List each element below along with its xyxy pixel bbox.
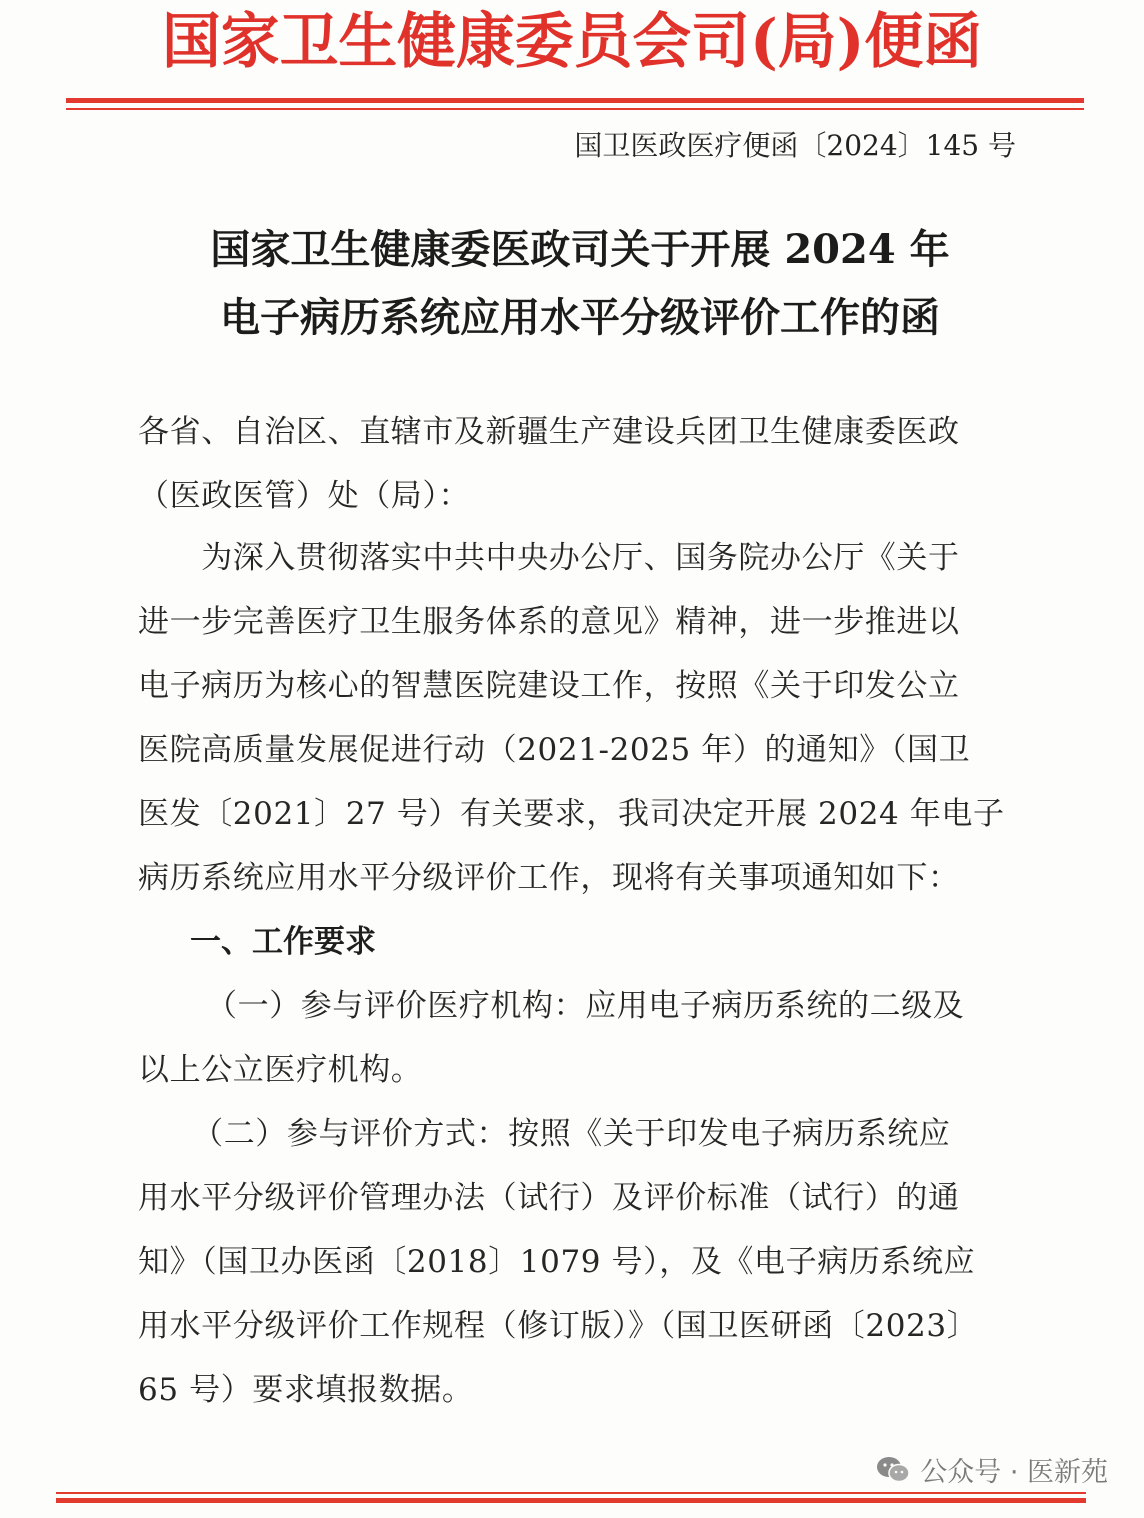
letterhead-rule-thick <box>66 98 1084 103</box>
body-line: 电子病历为核心的智慧医院建设工作，按照《关于印发公立 <box>138 668 960 704</box>
section-heading: 一、工作要求 <box>190 924 376 960</box>
section-line: 以上公立医疗机构。 <box>138 1052 423 1088</box>
section-line: 用水平分级评价工作规程（修订版）》（国卫医研函〔2023〕 <box>138 1308 979 1344</box>
body-line: 医院高质量发展促进行动（2021-2025 年）的通知》（国卫 <box>138 732 971 768</box>
section-line: 用水平分级评价管理办法（试行）及评价标准（试行）的通 <box>138 1180 960 1216</box>
document-title-line-1: 国家卫生健康委医政司关于开展 2024 年 <box>210 226 950 273</box>
watermark-text: 公众号 · 医新苑 <box>920 1457 1108 1488</box>
body-line: 各省、自治区、直辖市及新疆生产建设兵团卫生健康委医政 <box>138 414 960 450</box>
footer-rule-thick <box>56 1498 1086 1503</box>
section-line: （一）参与评价医疗机构：应用电子病历系统的二级及 <box>206 988 965 1024</box>
wechat-icon <box>876 1455 910 1485</box>
body-line: 医发〔2021〕27 号）有关要求，我司决定开展 2024 年电子 <box>138 796 1005 832</box>
watermark <box>876 1450 1108 1489</box>
footer-rule-thin <box>56 1492 1086 1494</box>
section-line: （二）参与评价方式：按照《关于印发电子病历系统应 <box>176 1116 951 1152</box>
letterhead-rule-thin <box>66 108 1084 110</box>
body-line: （医政医管）处（局）： <box>138 478 471 514</box>
body-line: 进一步完善医疗卫生服务体系的意见》精神，进一步推进以 <box>138 604 960 640</box>
document-title-line-2: 电子病历系统应用水平分级评价工作的函 <box>220 294 940 341</box>
section-line: 知》（国卫办医函〔2018〕1079 号），及《电子病历系统应 <box>138 1244 976 1280</box>
section-line: 65 号）要求填报数据。 <box>138 1372 474 1408</box>
document-number: 国卫医政医疗便函〔2024〕145 号 <box>574 129 1016 162</box>
body-line: 为深入贯彻落实中共中央办公厅、国务院办公厅《关于 <box>138 540 960 576</box>
letterhead-title: 国家卫生健康委员会司(局)便函 <box>161 7 983 77</box>
body-line: 病历系统应用水平分级评价工作，现将有关事项通知如下： <box>138 860 960 896</box>
